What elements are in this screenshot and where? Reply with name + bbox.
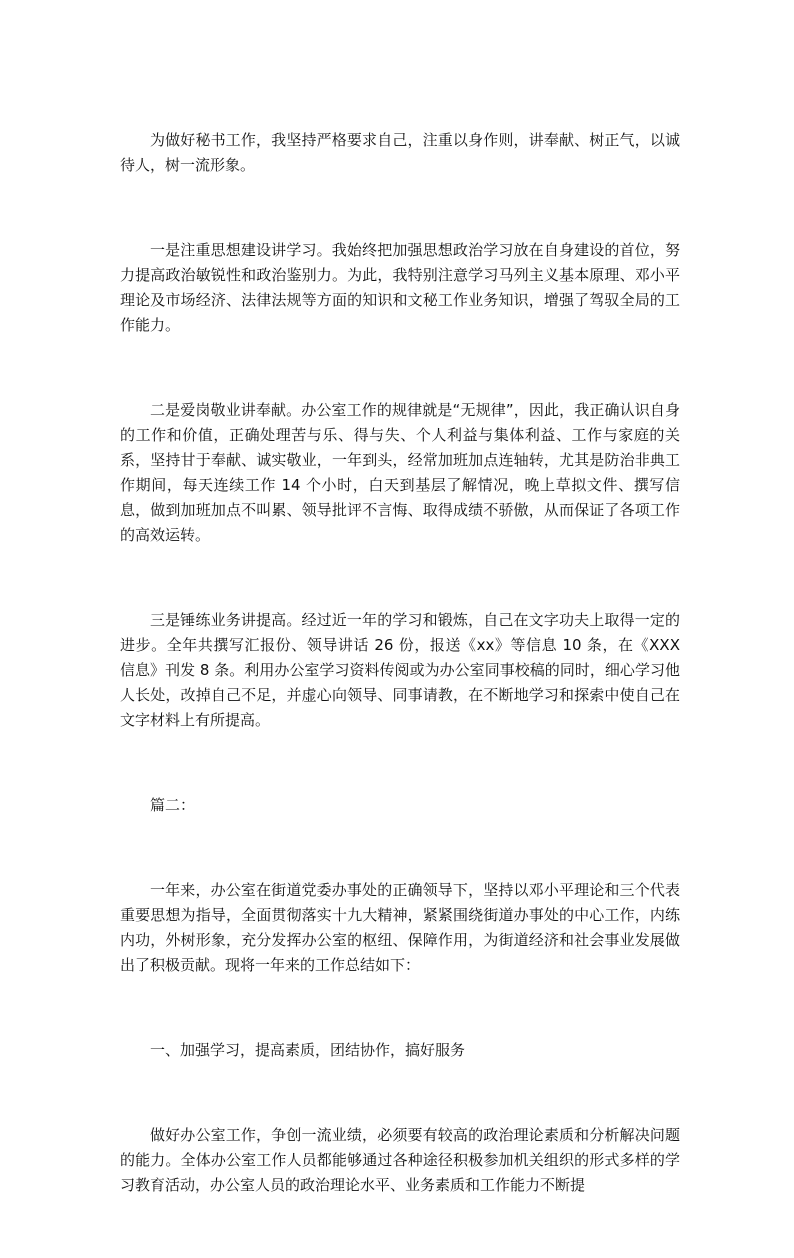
document-body <box>120 128 680 1258</box>
paragraph-intro: 为做好秘书工作，我坚持严格要求自己，注重以身作则，讲奉献、树正气，以诚待人，树一流形象。 <box>120 131 680 174</box>
section-heading-part-two: 篇二： <box>150 796 196 814</box>
paragraph-study: 一是注重思想建设讲学习。我始终把加强思想政治学习放在自身建设的首位，努力提高政治敏锐性和政治鉴别力。为此，我特别注意学习马列主义基本原理、邓小平理论及市场经济、法律法规等方面的知识和文秘工作业务知识，增强了驾驭全局的工作能力。 <box>120 241 680 334</box>
paragraph-dedication: 二是爱岗敬业讲奉献。办公室工作的规律就是“无规律”，因此，我正确认识自身的工作和价值，正确处理苦与乐、得与失、个人利益与集体利益、工作与家庭的关系，坚持甘于奉献、诚实敬业，一年到头，经常加班加点连轴转，尤其是防治非典工作期间，每天连续工作 14 个小时，白天到基层了解情况，晚上草拟文件、撰写信息，做到加班加点不叫累、领导批评不言悔、取得成绩不骄傲，从而保证了各项工作的高效运转。 <box>120 401 680 544</box>
paragraph-year-summary: 一年来，办公室在街道党委办事处的正确领导下，坚持以邓小平理论和三个代表重要思想为指导，全面贯彻落实十九大精神，紧紧围绕街道办事处的中心工作，内练内功，外树形象，充分发挥办公室的枢纽、保障作用，为街道经济和社会事业发展做出了积极贡献。现将一年来的工作总结如下： <box>120 881 680 974</box>
paragraph-office-work: 做好办公室工作，争创一流业绩，必须要有较高的政治理论素质和分析解决问题的能力。全体办公室工作人员都能够通过各种途径积极参加机关组织的形式多样的学习教育活动，办公室人员的政治理论水平、业务素质和工作能力不断提 <box>120 1126 680 1194</box>
paragraph-skills: 三是锤练业务讲提高。经过近一年的学习和锻炼，自己在文字功夫上取得一定的进步。全年共撰写汇报份、领导讲话 26 份，报送《xx》等信息 10 条，在《XXX 信息》刊发 8 条。利用办公室学习资料传阅或为办公室同事校稿的同时，细心学习他人长处，改掉自己不足，并虚心向领导、同事请教，在不断地学习和探索中使自己在文字材料上有所提高。 <box>120 611 680 729</box>
section-heading-learning: 一、加强学习，提高素质，团结协作，搞好服务 <box>150 1041 466 1059</box>
